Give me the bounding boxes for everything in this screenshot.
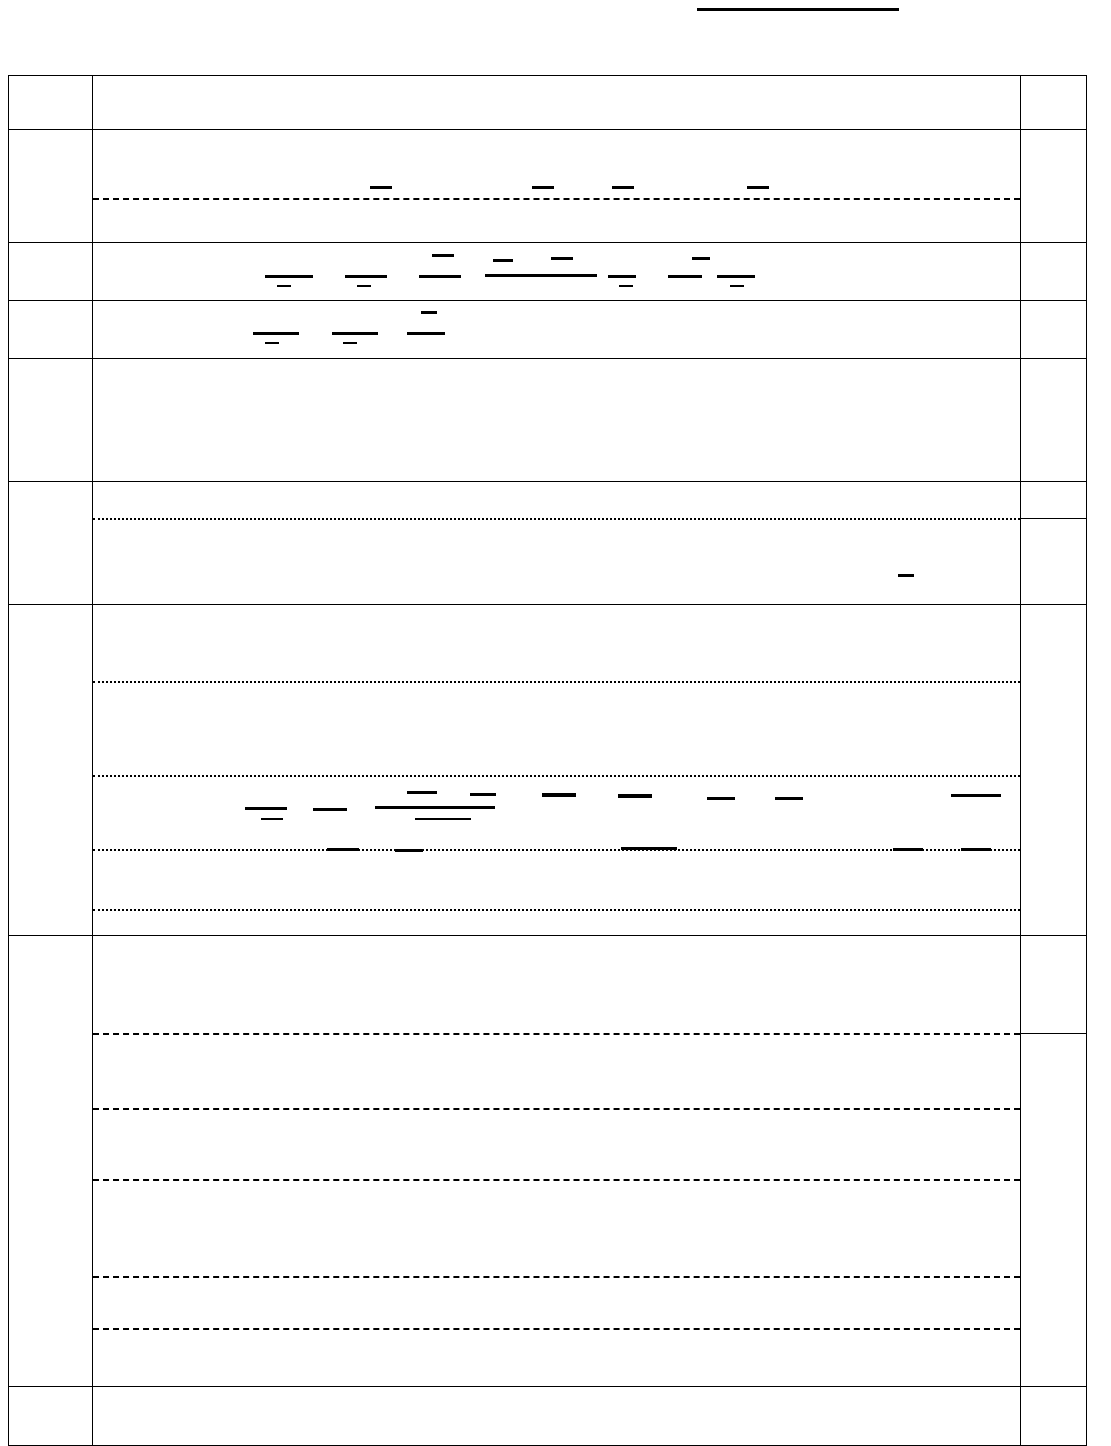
redaction-mark (612, 186, 634, 189)
redaction-mark (261, 818, 283, 820)
left-label-cell (9, 605, 93, 936)
left-label-cell (9, 301, 93, 359)
redaction-mark (419, 275, 461, 278)
redaction-mark (415, 818, 471, 820)
document-table (8, 75, 1087, 1446)
right-note-subcell-bottom (1021, 1034, 1086, 1386)
redaction-mark (730, 285, 744, 287)
redaction-mark (343, 342, 357, 344)
redaction-mark (421, 311, 437, 314)
redaction-mark (470, 793, 496, 796)
redaction-mark (253, 332, 299, 335)
right-note-cell (1021, 243, 1087, 301)
inner-dashed-separator (93, 1108, 1020, 1110)
inner-dotted-separator (93, 849, 1020, 851)
redaction-mark (345, 275, 387, 278)
inner-dotted-separator (93, 518, 1020, 520)
right-note-cell (1021, 1387, 1087, 1446)
main-content-cell (93, 1387, 1021, 1446)
redaction-mark (608, 275, 636, 278)
redaction-mark (332, 332, 378, 335)
redaction-mark (621, 847, 677, 850)
right-note-cell (1021, 130, 1087, 243)
left-label-cell (9, 76, 93, 130)
inner-dotted-separator (93, 775, 1020, 777)
right-note-cell (1021, 76, 1087, 130)
main-content-cell (93, 76, 1021, 130)
left-label-cell (9, 359, 93, 482)
redaction-mark (395, 849, 423, 852)
redaction-mark (485, 274, 597, 277)
main-content-cell (93, 359, 1021, 482)
main-content-cell (93, 605, 1021, 936)
right-note-cell (1021, 359, 1087, 482)
left-label-cell (9, 1387, 93, 1446)
redaction-mark (532, 186, 554, 189)
inner-dashed-separator (93, 1179, 1020, 1181)
main-content-cell (93, 936, 1021, 1387)
inner-dashed-separator (93, 198, 1020, 200)
redaction-mark (668, 275, 702, 278)
redaction-mark (265, 342, 279, 344)
table-row (9, 605, 1087, 936)
redaction-mark (375, 806, 495, 809)
redaction-mark (265, 275, 313, 278)
redaction-mark (327, 848, 359, 851)
redaction-mark (245, 807, 287, 810)
right-note-cell (1021, 936, 1087, 1387)
redaction-mark (407, 791, 437, 794)
redaction-mark (961, 848, 991, 851)
table-row (9, 359, 1087, 482)
redaction-mark (775, 797, 803, 800)
redaction-mark (717, 275, 755, 278)
table-row (9, 76, 1087, 130)
main-content-cell (93, 301, 1021, 359)
main-content-cell (93, 482, 1021, 605)
redaction-mark (898, 574, 914, 577)
right-note-subcell-top (1021, 936, 1086, 1034)
redaction-mark (542, 793, 576, 797)
redaction-mark (313, 808, 347, 811)
table-row (9, 936, 1087, 1387)
main-content-cell (93, 130, 1021, 243)
left-label-cell (9, 243, 93, 301)
left-label-cell (9, 130, 93, 243)
redaction-mark (277, 285, 291, 287)
redaction-mark (551, 257, 573, 260)
table-row (9, 482, 1087, 605)
inner-dashed-separator (93, 1328, 1020, 1330)
right-note-subcell-top (1021, 482, 1086, 519)
redaction-mark (357, 285, 371, 287)
table-row (9, 130, 1087, 243)
redaction-mark (692, 257, 710, 260)
redaction-mark (407, 332, 445, 335)
redaction-mark (951, 794, 1001, 797)
redaction-mark (893, 848, 923, 851)
main-content-cell (93, 243, 1021, 301)
table-row (9, 1387, 1087, 1446)
redaction-mark (432, 254, 454, 257)
table-row (9, 243, 1087, 301)
redaction-mark (747, 186, 769, 189)
inner-dotted-separator (93, 909, 1020, 911)
inner-dotted-separator (93, 681, 1020, 683)
right-note-cell (1021, 482, 1087, 605)
inner-dashed-separator (93, 1276, 1020, 1278)
right-note-cell (1021, 605, 1087, 936)
right-note-subcell-bottom (1021, 519, 1086, 603)
redaction-mark (370, 186, 392, 189)
left-label-cell (9, 936, 93, 1387)
table-row (9, 301, 1087, 359)
redaction-mark (619, 285, 633, 287)
redaction-mark (707, 797, 735, 800)
right-note-cell (1021, 301, 1087, 359)
inner-dashed-separator (93, 1033, 1020, 1035)
redaction-mark (618, 794, 652, 798)
redaction-mark (493, 259, 513, 262)
left-label-cell (9, 482, 93, 605)
title-underline-rule (697, 8, 899, 11)
